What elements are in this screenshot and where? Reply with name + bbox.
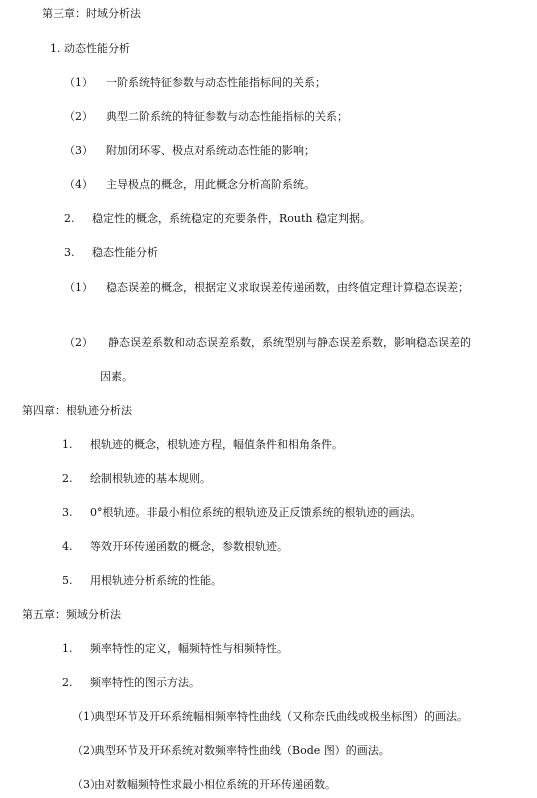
item-number: （1） — [64, 281, 93, 294]
list-item — [62, 506, 422, 520]
item-number: （1） — [64, 76, 93, 89]
list-item — [64, 76, 326, 90]
item-number: （2） — [64, 336, 93, 349]
item-number: （4） — [64, 178, 93, 191]
item-number: （2） — [64, 110, 93, 123]
item-text: 典型环节及开环系统对数频率特性曲线（Bode 图）的画法。 — [94, 744, 390, 757]
item-number: （3） — [64, 144, 93, 157]
item-text: 附加闭环零、极点对系统动态性能的影响； — [106, 144, 315, 157]
item-number: （1） — [72, 710, 101, 723]
item-number: （2） — [72, 744, 101, 757]
item-text: 等效开环传递函数的概念，参数根轨迹。 — [90, 540, 288, 553]
chapter-3-title: 第三章：时域分析法 — [42, 7, 141, 20]
list-item — [64, 110, 348, 124]
list-item — [72, 744, 390, 758]
item-text: 典型二阶系统的特征参数与动态性能指标的关系； — [106, 110, 348, 123]
item-text: 稳定性的概念，系统稳定的充要条件，Routh 稳定判据。 — [92, 212, 371, 225]
item-text: 由对数幅频特性求最小相位系统的开环传递函数。 — [94, 778, 336, 791]
list-item — [62, 472, 211, 486]
item-text: 稳态误差的概念，根据定义求取误差传递函数，由终值定理计算稳态误差； — [106, 281, 469, 294]
list-item — [62, 642, 288, 656]
list-item — [62, 676, 200, 690]
item-text: 根轨迹的概念，根轨迹方程，幅值条件和相角条件。 — [90, 438, 343, 451]
chapter-4-title: 第四章：根轨迹分析法 — [22, 404, 132, 417]
item-number: 2. — [62, 676, 73, 689]
section-2-heading — [64, 212, 371, 226]
item-text: 频率特性的图示方法。 — [90, 676, 200, 689]
item-number: 5. — [62, 574, 73, 587]
item-text: 主导极点的概念，用此概念分析高阶系统。 — [106, 178, 315, 191]
item-number: 4. — [62, 540, 73, 553]
item-text: 0°根轨迹。非最小相位系统的根轨迹及正反馈系统的根轨迹的画法。 — [90, 506, 422, 519]
item-text: 一阶系统特征参数与动态性能指标间的关系； — [106, 76, 326, 89]
list-item — [64, 336, 471, 350]
list-item — [62, 540, 288, 554]
list-item — [62, 574, 222, 588]
list-item — [64, 144, 315, 158]
chapter-5-title: 第五章：频域分析法 — [22, 608, 121, 621]
list-item — [62, 438, 343, 452]
item-text: 静态误差系数和动态误差系数，系统型别与静态误差系数，影响稳态误差的 — [108, 336, 471, 349]
section-3-heading — [64, 246, 158, 260]
item-number: 2. — [62, 472, 73, 485]
item-text: 绘制根轨迹的基本规则。 — [90, 472, 211, 485]
item-text: 频率特性的定义，幅频特性与相频特性。 — [90, 642, 288, 655]
list-item — [72, 778, 336, 792]
list-item — [64, 281, 469, 295]
item-number: 1. — [62, 642, 73, 655]
item-number: 2. — [64, 212, 75, 225]
item-number: 1. — [62, 438, 73, 451]
list-item-continuation: 因素。 — [100, 370, 133, 383]
item-number: 3. — [62, 506, 73, 519]
list-item — [64, 178, 315, 192]
item-text: 用根轨迹分析系统的性能。 — [90, 574, 222, 587]
list-item — [72, 710, 468, 724]
item-number: （3） — [72, 778, 101, 791]
section-1-heading: 1. 动态性能分析 — [50, 42, 130, 55]
item-text: 典型环节及开环系统幅相频率特性曲线（又称奈氏曲线或极坐标图）的画法。 — [94, 710, 468, 723]
item-text: 稳态性能分析 — [92, 246, 158, 259]
item-number: 3. — [64, 246, 75, 259]
